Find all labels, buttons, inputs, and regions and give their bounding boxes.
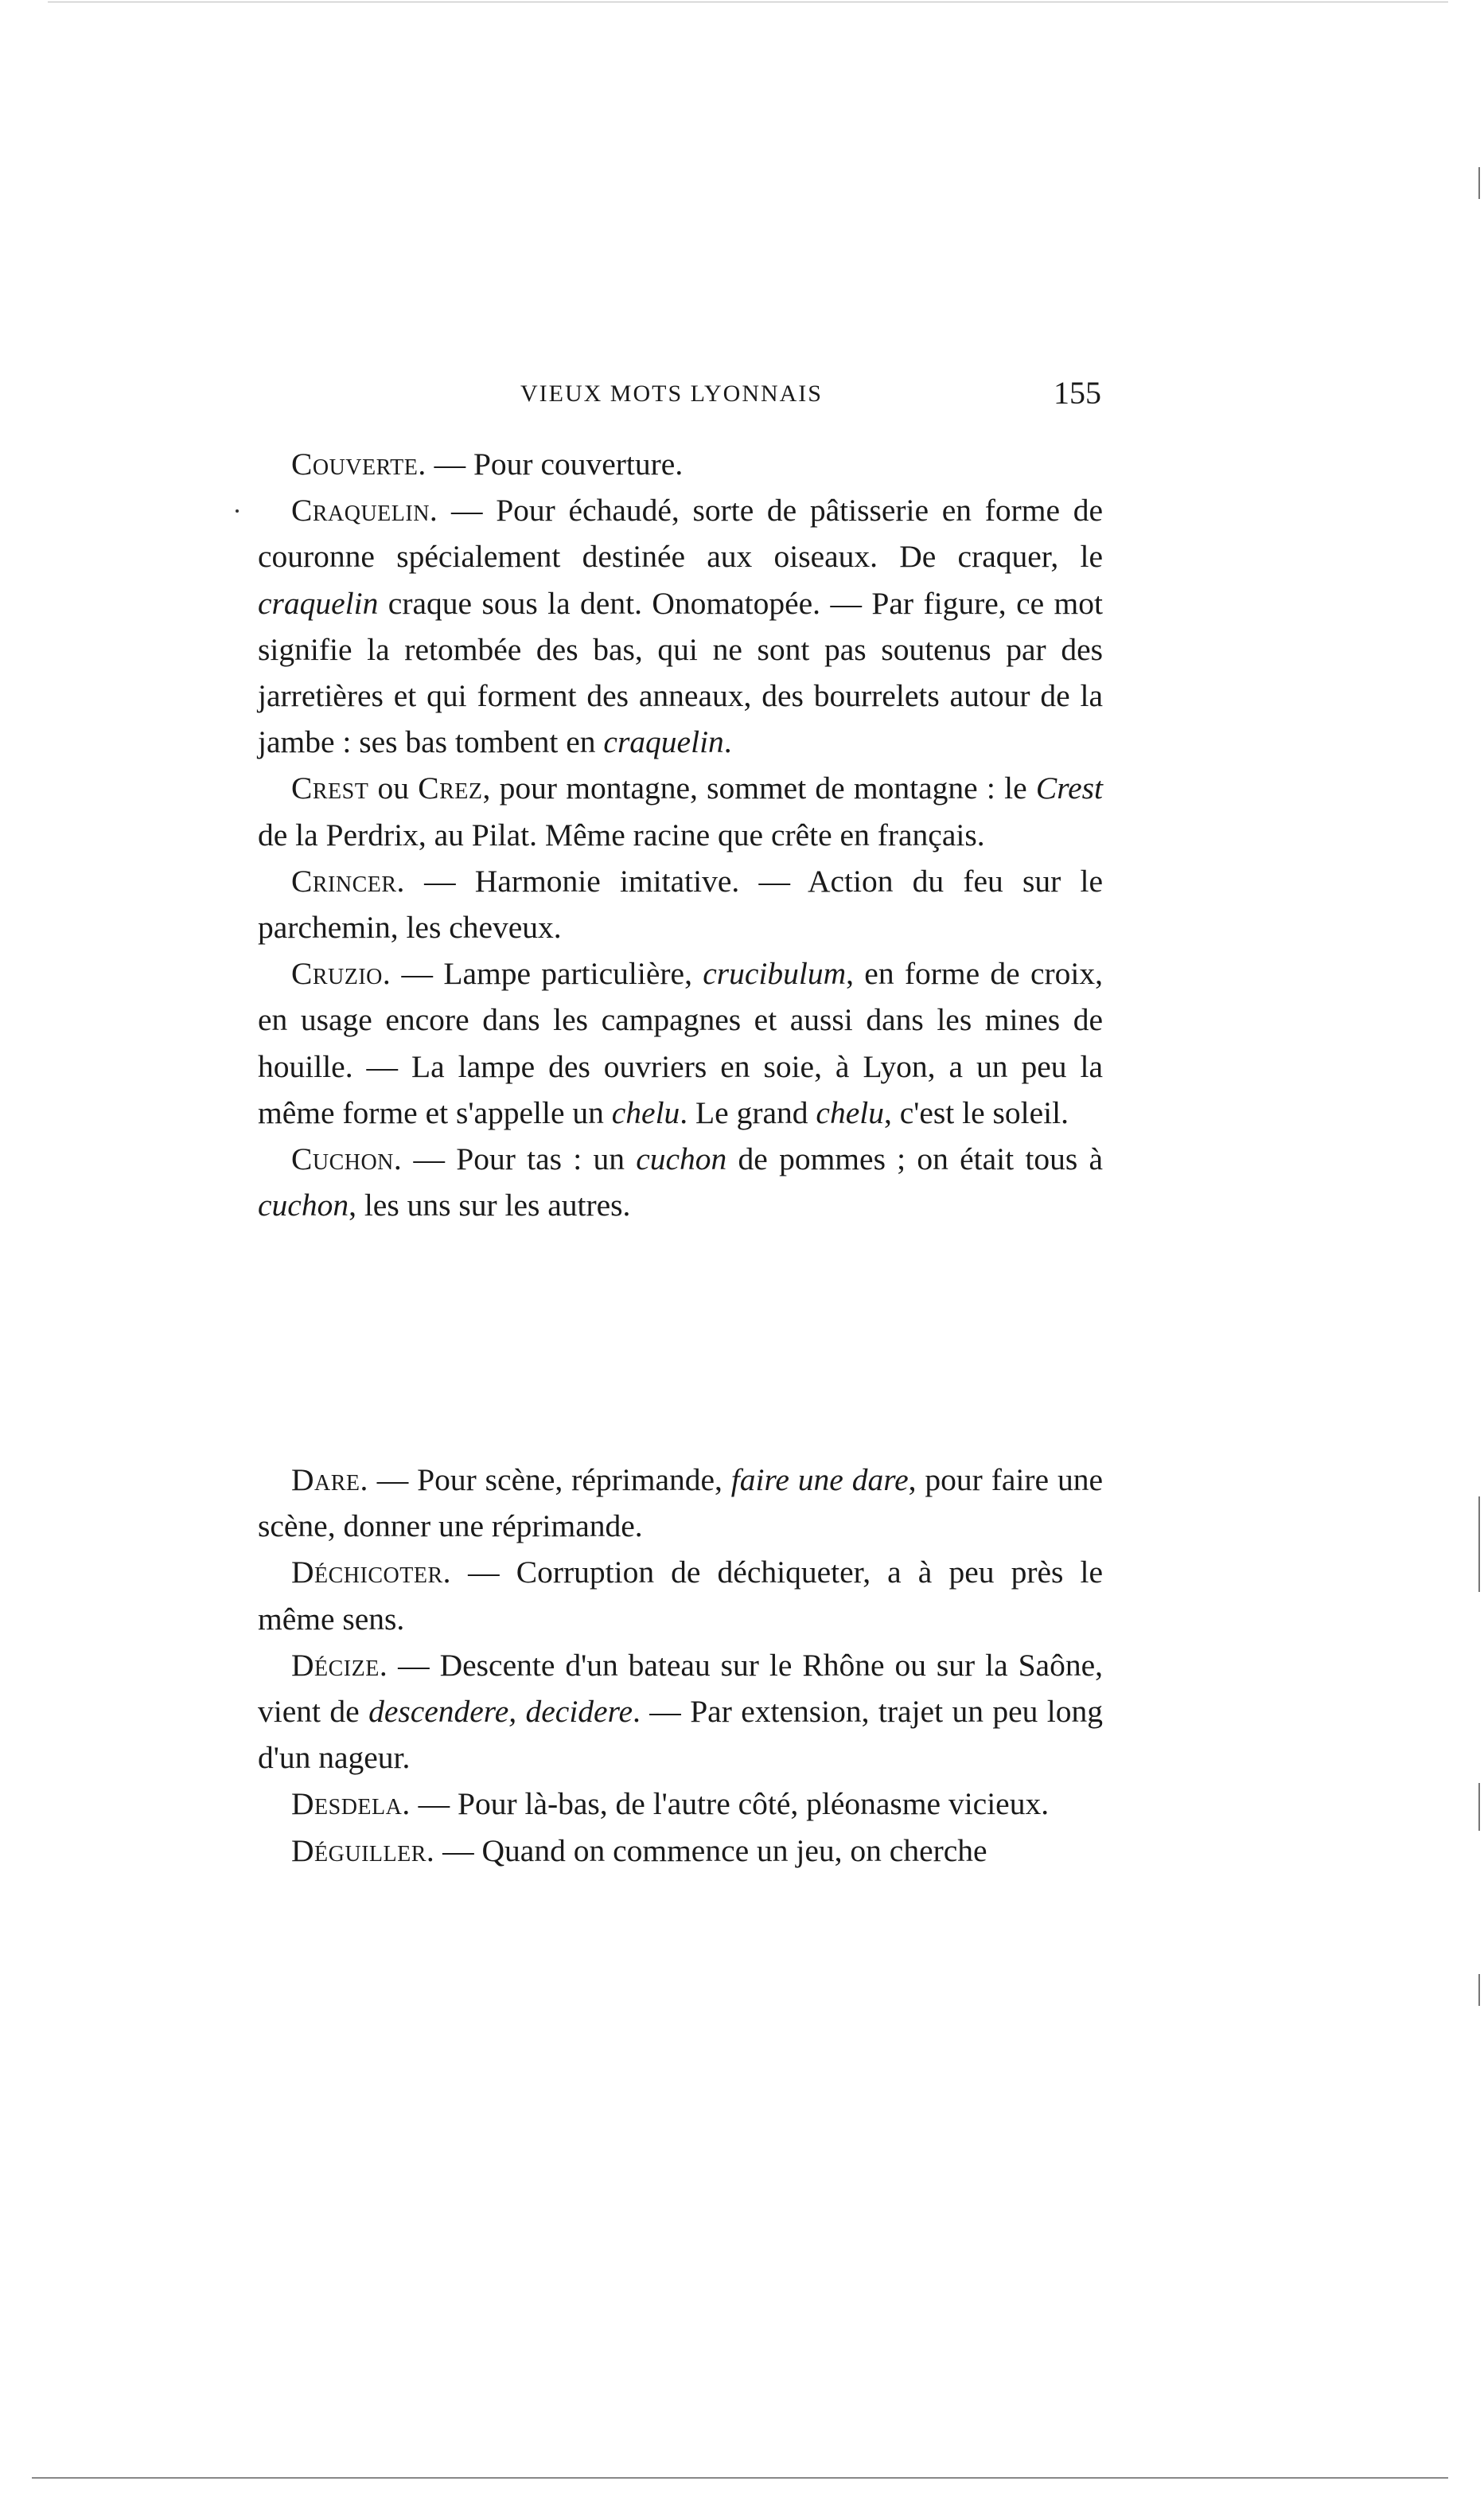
entry-definition: — Pour scène, réprimande, faire une dare, pour faire une scène, donner une réprimande. xyxy=(258,1462,1103,1544)
dictionary-entry xyxy=(258,1136,1103,1228)
bottom-edge-rule xyxy=(32,2477,1448,2479)
page-number: 155 xyxy=(1054,375,1101,411)
dictionary-entry xyxy=(258,1828,1103,1874)
dictionary-entry xyxy=(258,441,1103,487)
right-edge-mark xyxy=(1478,1974,1480,2006)
entry-definition: — Pour échaudé, sorte de pâtisserie en forme de couronne spécialement destinée aux oiseaux. De craquer, le craquelin craque sous la dent. Onomatopée. — Par figure, ce mot signifie la retombée des bas, qui ne sont pas soutenus par des jarretières et qui forment des anneaux, des bourrelets autour de la jambe : ses bas tombent en craquelin. xyxy=(258,493,1103,760)
entry-headword: Déguiller. xyxy=(291,1832,435,1868)
margin-speck xyxy=(236,509,239,513)
entry-definition: — Pour là-bas, de l'autre côté, pléonasme vicieux. xyxy=(410,1786,1050,1822)
dictionary-entry xyxy=(258,950,1103,1136)
entry-definition: — Pour tas : un cuchon de pommes ; on était tous à cuchon, les uns sur les autres. xyxy=(258,1141,1103,1223)
entry-definition: — Corruption de déchiqueter, a à peu près le même sens. xyxy=(258,1555,1103,1637)
entry-headword: Déchicoter. xyxy=(291,1555,452,1590)
entry-definition: ou Crez, pour montagne, sommet de montagne : le Crest de la Perdrix, au Pilat. Même racine que crête en français. xyxy=(258,771,1104,852)
entry-definition: — Harmonie imitative. — Action du feu sur le parchemin, les cheveux. xyxy=(258,863,1103,946)
running-title: VIEUX MOTS LYONNAIS xyxy=(520,380,823,407)
right-edge-mark xyxy=(1478,1496,1480,1592)
entry-headword: Cruzio. xyxy=(291,956,391,992)
entry-headword: Crest xyxy=(291,771,369,806)
entry-headword: Décize. xyxy=(291,1647,388,1683)
entry-headword: Couverte. xyxy=(291,447,427,482)
dictionary-entry xyxy=(258,858,1103,950)
dictionary-entry xyxy=(258,765,1103,857)
entry-definition: — Quand on commence un jeu, on cherche xyxy=(434,1832,987,1868)
dictionary-entry xyxy=(258,1642,1103,1781)
dictionary-entry xyxy=(258,1781,1103,1827)
running-head xyxy=(258,374,1109,422)
dictionary-entry xyxy=(258,1457,1103,1549)
entry-definition: — Lampe particulière, crucibulum, en forme de croix, en usage encore dans les campagnes et aussi dans les mines de houille. — La lampe des ouvriers en soie, à Lyon, a un peu la même forme et s'appelle un chelu. Le grand chelu, c'est le soleil. xyxy=(258,956,1103,1130)
entry-definition: — Descente d'un bateau sur le Rhône ou sur la Saône, vient de descendere, decidere. — Par extension, trajet un peu long d'un nageur. xyxy=(258,1647,1103,1776)
entry-definition: — Pour couverture. xyxy=(426,447,684,482)
entry-headword: Dare. xyxy=(291,1462,368,1497)
dictionary-entry xyxy=(258,487,1103,765)
dictionary-section-c xyxy=(258,441,1103,1228)
right-edge-mark xyxy=(1478,1783,1480,1831)
entry-headword: Crincer. xyxy=(291,863,405,899)
entry-headword: Desdela. xyxy=(291,1786,411,1822)
entry-headword: Craquelin. xyxy=(291,493,438,529)
entry-headword: Cuchon. xyxy=(291,1141,403,1177)
right-edge-mark xyxy=(1478,167,1480,199)
dictionary-section-d xyxy=(258,1457,1103,1874)
dictionary-entry xyxy=(258,1549,1103,1641)
